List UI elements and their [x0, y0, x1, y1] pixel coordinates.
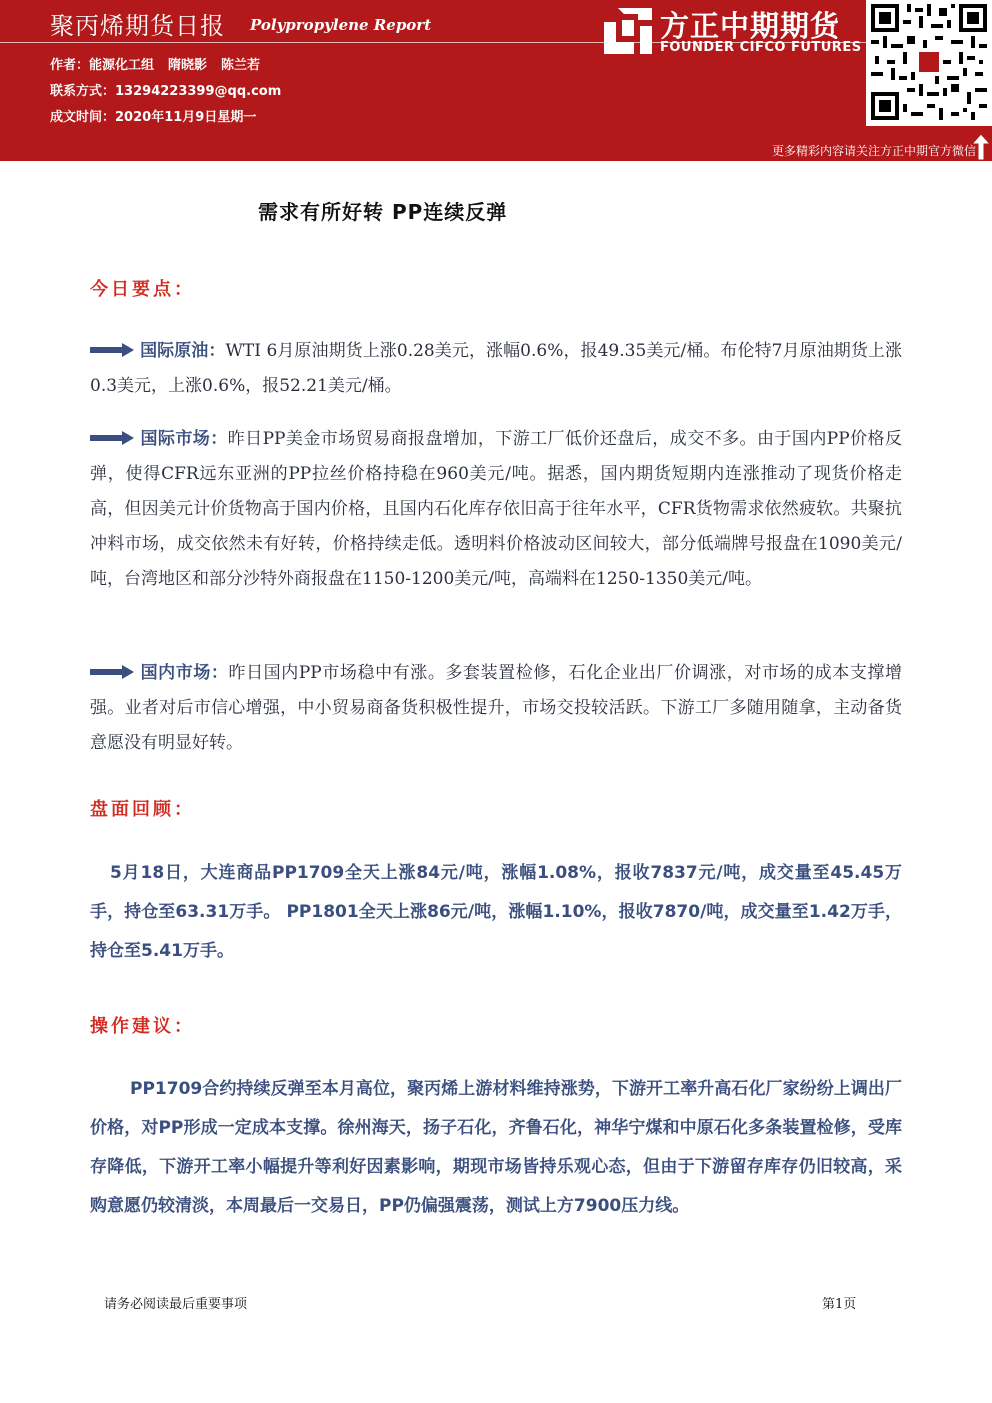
section-heading-advice: 操作建议： [90, 1016, 195, 1037]
report-title-cn: 聚丙烯期货日报 [50, 12, 225, 40]
contact-line [50, 80, 281, 99]
document-title: 需求有所好转 PP连续反弹 [258, 200, 508, 224]
paragraph-intl-crude [90, 334, 902, 404]
arrow-marker-icon [90, 343, 134, 357]
paragraph-intl-market [90, 422, 902, 597]
paragraph-domestic-market [90, 656, 902, 761]
section-heading-key-points: 今日要点： [90, 279, 195, 300]
report-header [0, 0, 992, 160]
date-line [50, 106, 256, 125]
up-arrow-icon[interactable] [972, 134, 990, 160]
domestic-text: 昨日国内PP市场稳中有涨。多套装置检修，石化企业出厂价调涨，对市场的成本支撑增强。业者对后市信心增强，中小贸易商备货积极性提升，市场交投较活跃。下游工厂多随用随拿，主动备货意愿没有明显好转。 [90, 663, 902, 753]
logo-text-cn: 方正中期期货 [660, 9, 841, 43]
founder-logo-icon [604, 8, 652, 54]
contact-email[interactable]: 13294223399@qq.com [115, 84, 282, 99]
paragraph-market-review: 5月18日，大连商品PP1709全天上涨84元/吨，涨幅1.08%，报收7837元/吨，成交量至45.45万手，持仓至63.31万手。 PP1801全天上涨86元/吨，涨幅1.10%，报收7870/吨，成交量至1.42万手，持仓至5.41万手。 [90, 863, 902, 961]
domestic-lead: 国内市场： [140, 663, 229, 683]
author-line [50, 54, 260, 73]
section-heading-review: 盘面回顾： [90, 799, 195, 820]
footer-disclaimer-note: 请务必阅读最后重要事项 [104, 1297, 248, 1312]
follow-wechat-text: 更多精彩内容请关注方正中期官方微信 [771, 144, 976, 158]
author-group: 能源化工组 [89, 58, 155, 73]
page-number: 第1页 [822, 1297, 857, 1312]
contact-label: 联系方式： [50, 84, 116, 99]
author-name-1: 隋晓影 [168, 58, 208, 73]
paragraph-trading-advice: PP1709合约持续反弹至本月高位，聚丙烯上游材料维持涨势，下游开工率升高石化厂家纷纷上调出厂价格，对PP形成一定成本支撑。徐州海天，扬子石化，齐鲁石化，神华宁煤和中原石化多条装置检修，受库存降低，下游开工率小幅提升等利好因素影响，期现市场皆持乐观心态，但由于下游留存库存仍旧较高，采购意愿仍较清淡，本周最后一交易日，PP仍偏强震荡，测试上方7900压力线。 [90, 1079, 902, 1216]
logo-text-en: FOUNDER CIFCO FUTURES [660, 40, 862, 55]
author-label: 作者： [50, 58, 90, 73]
report-title-en: Polypropylene Report [250, 16, 432, 34]
author-name-2: 陈兰若 [221, 58, 261, 73]
intl-crude-text: WTI 6月原油期货上涨0.28美元，涨幅0.6%，报49.35美元/桶。布伦特7月原油期货上涨0.3美元，上涨0.6%，报52.21美元/桶。 [90, 341, 903, 396]
qr-code-icon [866, 0, 992, 126]
intl-market-text: 昨日PP美金市场贸易商报盘增加，下游工厂低价还盘后，成交不多。由于国内PP价格反弹，使得CFR远东亚洲的PP拉丝价格持稳在960美元/吨。据悉，国内期货短期内连涨推动了现货价格走高，但因美元计价货物高于国内价格，且国内石化库存依旧高于往年水平，CFR货物需求依然疲软。共聚抗冲料市场，成交依然未有好转，价格持续走低。透明料价格波动区间较大，部分低端牌号报盘在1090美元/吨，台湾地区和部分沙特外商报盘在1150-1200美元/吨，高端料在1250-1350美元/吨。 [90, 429, 902, 589]
intl-market-lead: 国际市场： [140, 429, 228, 449]
date-label: 成文时间： [50, 110, 116, 125]
header-bottom-line [0, 160, 992, 161]
intl-crude-lead: 国际原油： [140, 341, 226, 361]
arrow-marker-icon [90, 665, 134, 679]
report-date: 2020年11月9日星期一 [115, 110, 257, 125]
arrow-marker-icon [90, 431, 134, 445]
